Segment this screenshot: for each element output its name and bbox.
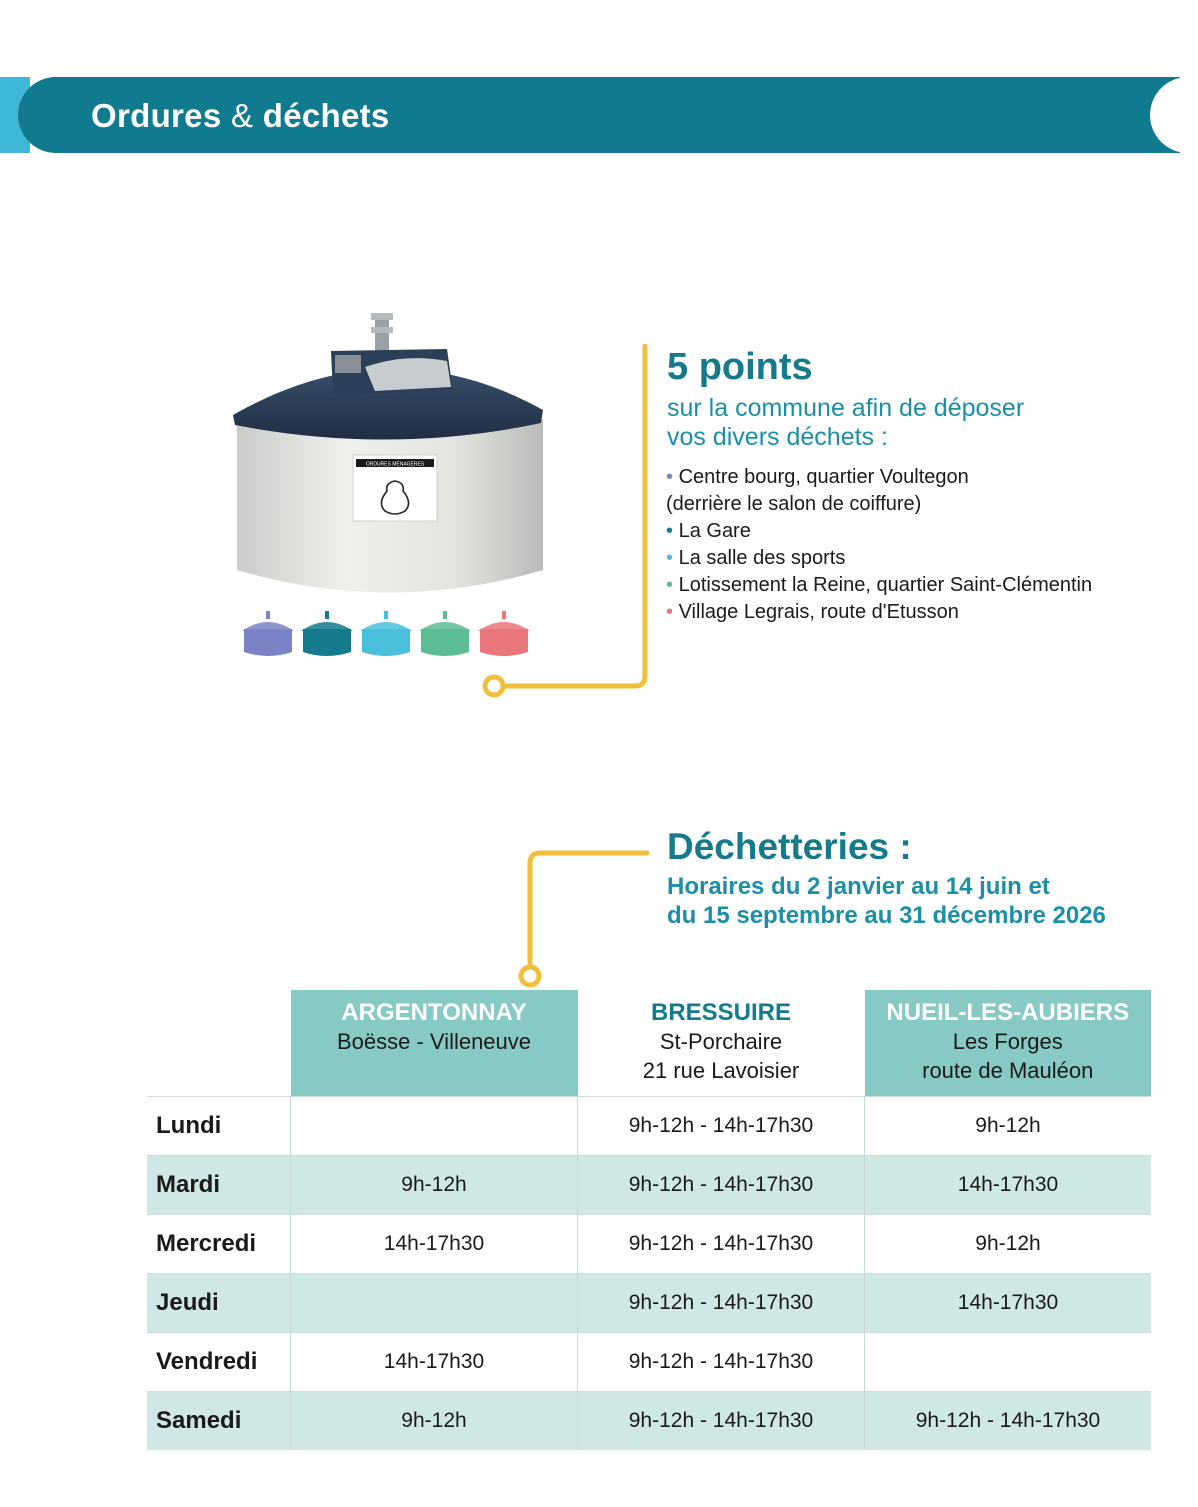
connector-line-points: [480, 344, 660, 704]
hours-cell: 9h-12h: [291, 1156, 578, 1215]
hours-cell: 9h-12h - 14h-17h30: [578, 1156, 865, 1215]
day-label: Jeudi: [147, 1274, 291, 1333]
color-variant-bin-icon: [360, 611, 412, 656]
site-header-argentonnay: [291, 990, 578, 1097]
day-label: Mercredi: [147, 1215, 291, 1274]
points-subtitle-line-2: vos divers déchets :: [667, 423, 888, 451]
hours-cell: 14h-17h30: [865, 1274, 1152, 1333]
site-name: ARGENTONNAY: [341, 999, 527, 1026]
site-address-line-1: Boësse - Villeneuve: [336, 1029, 532, 1054]
list-item-text: La salle des sports: [678, 547, 846, 569]
hours-cell: 9h-12h - 14h-17h30: [578, 1215, 865, 1274]
hours-cell: 14h-17h30: [865, 1156, 1152, 1215]
hours-cell: 9h-12h: [291, 1392, 578, 1451]
list-item: [666, 545, 1092, 572]
site-name: BRESSUIRE: [650, 999, 792, 1026]
dechetteries-subtitle-line-1: Horaires du 2 janvier au 14 juin et: [667, 873, 1050, 900]
points-title: 5 points: [667, 346, 813, 388]
list-item-text: (derrière le salon de coiffure): [666, 493, 922, 515]
table-row: [147, 1274, 1151, 1333]
page-title: [91, 97, 390, 135]
table-row: [147, 1392, 1151, 1451]
points-subtitle: [667, 394, 1087, 452]
table-row: [147, 1215, 1151, 1274]
site-address-line-2: 21 rue Lavoisier: [642, 1058, 800, 1083]
hours-cell: [291, 1274, 578, 1333]
list-item-text: Lotissement la Reine, quartier Saint-Clémentin: [678, 574, 1093, 596]
table-row: [147, 1097, 1151, 1156]
bullet-icon: •: [666, 547, 674, 569]
list-item: [666, 464, 1092, 491]
hours-cell: 9h-12h - 14h-17h30: [865, 1392, 1152, 1451]
bullet-icon: •: [666, 601, 674, 623]
site-name: NUEIL-LES-AUBIERS: [886, 999, 1130, 1026]
site-address-line-1: Les Forges: [952, 1029, 1063, 1054]
hours-cell: 9h-12h - 14h-17h30: [578, 1333, 865, 1392]
connector-line-dechetteries: [512, 842, 662, 992]
hours-cell: 9h-12h: [865, 1097, 1152, 1156]
day-label: Vendredi: [147, 1333, 291, 1392]
title-part-2: déchets: [262, 97, 390, 134]
schedule-header-row: [147, 990, 1151, 1097]
day-label: Lundi: [147, 1097, 291, 1156]
points-subtitle-line-1: sur la commune afin de déposer: [667, 394, 1025, 422]
hours-cell: 9h-12h - 14h-17h30: [578, 1392, 865, 1451]
day-label: Mardi: [147, 1156, 291, 1215]
dechetteries-title: Déchetteries :: [667, 826, 912, 867]
list-item-text: Centre bourg, quartier Voultegon: [678, 466, 969, 488]
color-variant-bin-icon: [419, 611, 471, 656]
site-address-line-2: route de Mauléon: [922, 1058, 1094, 1083]
day-label: Samedi: [147, 1392, 291, 1451]
header-corner: [147, 990, 291, 1097]
title-ampersand: &: [230, 97, 254, 134]
table-row: [147, 1156, 1151, 1215]
schedule-table: [147, 990, 1151, 1450]
site-address-line-1: St-Porchaire: [659, 1029, 783, 1054]
color-variant-bin-icon: [301, 611, 353, 656]
list-item: [666, 491, 1092, 518]
drop-points-list: [666, 464, 1092, 626]
dechetteries-subtitle: [667, 872, 1137, 930]
list-item: [666, 599, 1092, 626]
color-variant-bin-icon: [242, 611, 294, 656]
site-header-nueil-les-aubiers: [865, 990, 1152, 1097]
hours-cell: [865, 1333, 1152, 1392]
bullet-icon: •: [666, 466, 674, 488]
list-item-text: Village Legrais, route d'Etusson: [678, 601, 959, 623]
hours-cell: 9h-12h - 14h-17h30: [578, 1274, 865, 1333]
container-label-text: ORDURES MÉNAGÈRES: [365, 461, 425, 468]
list-item: [666, 518, 1092, 545]
dechetteries-subtitle-line-2: du 15 septembre au 31 décembre 2026: [667, 902, 1106, 929]
hours-cell: 9h-12h: [865, 1215, 1152, 1274]
table-row: [147, 1333, 1151, 1392]
hours-cell: 14h-17h30: [291, 1215, 578, 1274]
hours-cell: 14h-17h30: [291, 1333, 578, 1392]
title-part-1: Ordures: [91, 97, 222, 134]
header-banner: [0, 77, 1180, 153]
list-item: [666, 572, 1092, 599]
hours-cell: 9h-12h - 14h-17h30: [578, 1097, 865, 1156]
hours-cell: [291, 1097, 578, 1156]
bullet-icon: •: [666, 520, 674, 542]
list-item-text: La Gare: [678, 520, 751, 542]
site-header-bressuire: [578, 990, 865, 1097]
bullet-icon: •: [666, 574, 674, 596]
